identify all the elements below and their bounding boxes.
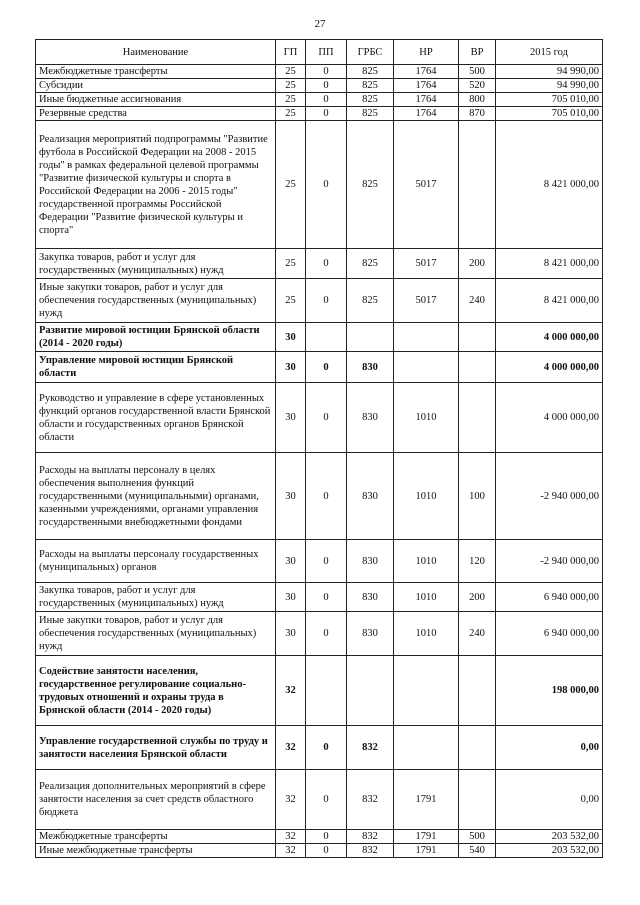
cell-gp: 30 (276, 453, 306, 540)
table-row (36, 383, 603, 453)
cell-grbs: 825 (347, 249, 394, 279)
cell-gp: 25 (276, 93, 306, 107)
cell-grbs: 832 (347, 830, 394, 844)
cell-grbs: 825 (347, 279, 394, 323)
table-row (36, 453, 603, 540)
cell-pp: 0 (306, 93, 347, 107)
header-year: 2015 год (496, 40, 603, 65)
cell-gp: 25 (276, 107, 306, 121)
cell-vr (459, 726, 496, 770)
cell-gp: 32 (276, 656, 306, 726)
cell-gp: 25 (276, 79, 306, 93)
cell-name: Резервные средства (36, 107, 276, 121)
cell-vr: 800 (459, 93, 496, 107)
cell-pp: 0 (306, 726, 347, 770)
cell-grbs: 832 (347, 726, 394, 770)
cell-amount: 705 010,00 (496, 93, 603, 107)
cell-nr: 1764 (394, 107, 459, 121)
cell-name: Закупка товаров, работ и услуг для государственных (муниципальных) нужд (36, 249, 276, 279)
cell-gp: 32 (276, 770, 306, 830)
cell-vr: 100 (459, 453, 496, 540)
table-row (36, 612, 603, 656)
cell-amount: 8 421 000,00 (496, 279, 603, 323)
table-row (36, 279, 603, 323)
cell-grbs: 830 (347, 583, 394, 612)
cell-name: Иные закупки товаров, работ и услуг для обеспечения государственных (муниципальных) нужд (36, 612, 276, 656)
cell-pp: 0 (306, 540, 347, 583)
cell-grbs: 825 (347, 65, 394, 79)
cell-nr: 1010 (394, 612, 459, 656)
cell-gp: 30 (276, 540, 306, 583)
cell-vr (459, 121, 496, 249)
cell-name: Расходы на выплаты персоналу государственных (муниципальных) органов (36, 540, 276, 583)
cell-grbs: 832 (347, 844, 394, 858)
cell-name: Иные бюджетные ассигнования (36, 93, 276, 107)
cell-grbs: 830 (347, 352, 394, 383)
header-nr: НР (394, 40, 459, 65)
cell-gp: 25 (276, 121, 306, 249)
table-row (36, 726, 603, 770)
cell-nr: 5017 (394, 121, 459, 249)
table-row (36, 770, 603, 830)
table-row (36, 656, 603, 726)
cell-name: Развитие мировой юстиции Брянской области (2014 - 2020 годы) (36, 323, 276, 352)
cell-nr: 1010 (394, 583, 459, 612)
cell-vr: 120 (459, 540, 496, 583)
table-row (36, 540, 603, 583)
header-vr: ВР (459, 40, 496, 65)
cell-pp: 0 (306, 383, 347, 453)
cell-nr: 1764 (394, 93, 459, 107)
cell-gp: 30 (276, 383, 306, 453)
cell-vr (459, 656, 496, 726)
cell-gp: 25 (276, 279, 306, 323)
cell-name: Субсидии (36, 79, 276, 93)
cell-name: Реализация мероприятий подпрограммы "Развитие футбола в Российской Федерации на 2008 - 2015 годы" в рамках федеральной целевой программы "Развитие физической культуры и спорта в Российской Федерации на 2006 - 2015 годы" государственной программы Российской Федерации "Развитие физической культуры и спорта" (36, 121, 276, 249)
cell-amount: 4 000 000,00 (496, 323, 603, 352)
cell-nr: 1791 (394, 830, 459, 844)
table-row (36, 844, 603, 858)
cell-pp: 0 (306, 583, 347, 612)
cell-grbs: 825 (347, 93, 394, 107)
table-row (36, 323, 603, 352)
cell-gp: 32 (276, 726, 306, 770)
cell-pp: 0 (306, 279, 347, 323)
cell-amount: 0,00 (496, 726, 603, 770)
cell-name: Руководство и управление в сфере установленных функций органов государственной власти Брянской области и государственных органов Брянской области (36, 383, 276, 453)
page-number: 27 (314, 18, 326, 30)
cell-amount: 4 000 000,00 (496, 383, 603, 453)
cell-grbs: 830 (347, 612, 394, 656)
cell-amount: 94 990,00 (496, 65, 603, 79)
header-name: Наименование (36, 40, 276, 65)
cell-nr (394, 323, 459, 352)
cell-grbs: 830 (347, 383, 394, 453)
cell-nr: 1764 (394, 65, 459, 79)
table-row (36, 79, 603, 93)
cell-pp: 0 (306, 612, 347, 656)
table-row (36, 121, 603, 249)
cell-nr: 1791 (394, 844, 459, 858)
table-row (36, 352, 603, 383)
cell-amount: 0,00 (496, 770, 603, 830)
header-gp: ГП (276, 40, 306, 65)
table-row (36, 249, 603, 279)
cell-nr: 1010 (394, 453, 459, 540)
cell-amount: -2 940 000,00 (496, 540, 603, 583)
cell-pp (306, 323, 347, 352)
cell-gp: 25 (276, 65, 306, 79)
cell-nr: 5017 (394, 279, 459, 323)
header-row (36, 40, 603, 65)
cell-vr: 240 (459, 279, 496, 323)
cell-amount: 6 940 000,00 (496, 583, 603, 612)
cell-nr: 5017 (394, 249, 459, 279)
cell-name: Межбюджетные трансферты (36, 830, 276, 844)
cell-pp: 0 (306, 249, 347, 279)
cell-name: Иные межбюджетные трансферты (36, 844, 276, 858)
cell-pp: 0 (306, 830, 347, 844)
cell-grbs: 825 (347, 121, 394, 249)
table-row (36, 93, 603, 107)
cell-pp: 0 (306, 79, 347, 93)
cell-vr: 540 (459, 844, 496, 858)
cell-grbs: 825 (347, 79, 394, 93)
header-grbs: ГРБС (347, 40, 394, 65)
cell-nr (394, 726, 459, 770)
budget-table (35, 39, 603, 858)
cell-name: Расходы на выплаты персоналу в целях обеспечения выполнения функций государственными (муниципальными) органами, казенными учреждениями, органами управления государственными внебюджетными фондами (36, 453, 276, 540)
cell-name: Реализация дополнительных мероприятий в сфере занятости населения за счет средств областного бюджета (36, 770, 276, 830)
table-row (36, 830, 603, 844)
cell-gp: 30 (276, 612, 306, 656)
cell-amount: 4 000 000,00 (496, 352, 603, 383)
cell-gp: 30 (276, 323, 306, 352)
cell-vr: 500 (459, 830, 496, 844)
cell-name: Управление мировой юстиции Брянской области (36, 352, 276, 383)
cell-nr (394, 656, 459, 726)
cell-nr: 1764 (394, 79, 459, 93)
cell-name: Управление государственной службы по труду и занятости населения Брянской области (36, 726, 276, 770)
cell-pp: 0 (306, 107, 347, 121)
table-row (36, 583, 603, 612)
cell-name: Закупка товаров, работ и услуг для государственных (муниципальных) нужд (36, 583, 276, 612)
cell-pp: 0 (306, 352, 347, 383)
cell-name: Иные закупки товаров, работ и услуг для обеспечения государственных (муниципальных) нужд (36, 279, 276, 323)
cell-vr: 200 (459, 249, 496, 279)
cell-vr: 500 (459, 65, 496, 79)
cell-vr (459, 352, 496, 383)
table-row (36, 65, 603, 79)
cell-amount: 203 532,00 (496, 830, 603, 844)
cell-pp: 0 (306, 121, 347, 249)
cell-amount: 8 421 000,00 (496, 121, 603, 249)
cell-grbs (347, 323, 394, 352)
cell-pp (306, 656, 347, 726)
cell-gp: 32 (276, 844, 306, 858)
cell-gp: 30 (276, 352, 306, 383)
cell-name: Межбюджетные трансферты (36, 65, 276, 79)
cell-pp: 0 (306, 453, 347, 540)
cell-gp: 32 (276, 830, 306, 844)
cell-vr: 520 (459, 79, 496, 93)
cell-grbs: 825 (347, 107, 394, 121)
cell-amount: 203 532,00 (496, 844, 603, 858)
cell-amount: 705 010,00 (496, 107, 603, 121)
header-pp: ПП (306, 40, 347, 65)
cell-amount: 8 421 000,00 (496, 249, 603, 279)
cell-name: Содействие занятости населения, государственное регулирование социально-трудовых отношений и охраны труда в Брянской области (2014 - 2020 годы) (36, 656, 276, 726)
cell-vr (459, 383, 496, 453)
table-row (36, 107, 603, 121)
cell-nr (394, 352, 459, 383)
cell-vr (459, 323, 496, 352)
cell-grbs: 830 (347, 540, 394, 583)
cell-pp: 0 (306, 770, 347, 830)
cell-gp: 30 (276, 583, 306, 612)
cell-amount: 6 940 000,00 (496, 612, 603, 656)
cell-nr: 1010 (394, 540, 459, 583)
cell-grbs (347, 656, 394, 726)
cell-pp: 0 (306, 844, 347, 858)
cell-grbs: 830 (347, 453, 394, 540)
cell-vr (459, 770, 496, 830)
cell-pp: 0 (306, 65, 347, 79)
cell-nr: 1010 (394, 383, 459, 453)
table-body (36, 65, 603, 858)
cell-grbs: 832 (347, 770, 394, 830)
cell-nr: 1791 (394, 770, 459, 830)
cell-amount: -2 940 000,00 (496, 453, 603, 540)
cell-vr: 200 (459, 583, 496, 612)
cell-vr: 240 (459, 612, 496, 656)
cell-gp: 25 (276, 249, 306, 279)
cell-amount: 94 990,00 (496, 79, 603, 93)
cell-vr: 870 (459, 107, 496, 121)
cell-amount: 198 000,00 (496, 656, 603, 726)
